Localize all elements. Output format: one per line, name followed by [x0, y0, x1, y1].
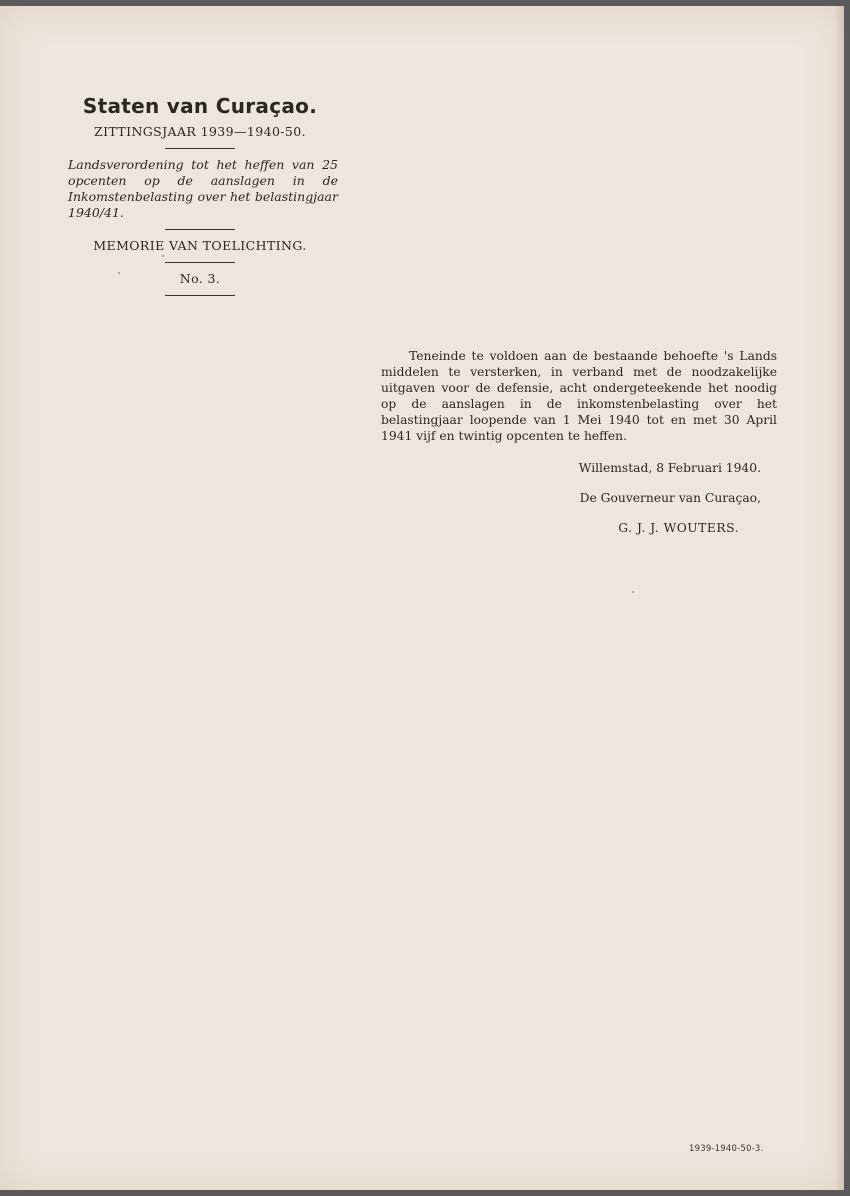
paper-speck	[118, 272, 120, 274]
signer-name: G. J. J. WOUTERS.	[618, 521, 739, 535]
document-number: No. 3.	[179, 271, 221, 286]
paper-speck	[162, 255, 164, 257]
header-divider-2	[165, 229, 235, 230]
explanation-paragraph: Teneinde te voldoen aan de bestaande behoefte 's Lands middelen te versterken, in verband met de noodzakelijke uitgaven voor de defensie, acht ondergeteekende het noodig op de aanslagen in de inkomstenbelasting over het belastingjaar loopende van 1 Mei 1940 tot en met 30 April 1941 vijf en twintig opcenten te heffen.	[381, 349, 777, 443]
place-date: Willemstad, 8 Februari 1940.	[578, 461, 761, 475]
paper-speck	[632, 591, 634, 593]
document-title: Staten van Curaçao.	[82, 94, 318, 118]
document-header	[60, 94, 340, 304]
page-edge-shadow	[834, 6, 844, 1190]
session-year: ZITTINGSJAAR 1939—1940-50.	[93, 124, 307, 139]
document-page	[0, 6, 844, 1190]
ordinance-subject: Landsverordening tot het heffen van 25 opcenten op de aanslagen in de Inkomstenbelasting over het belastingjaar 1940/41.	[68, 157, 338, 220]
header-divider-1	[165, 148, 235, 149]
footer-document-code: 1939-1940-50-3.	[689, 1144, 764, 1154]
header-divider-3	[165, 262, 235, 263]
signer-title: De Gouverneur van Curaçao,	[579, 491, 761, 505]
header-divider-4	[165, 295, 235, 296]
memo-title: MEMORIE VAN TOELICHTING.	[93, 238, 307, 253]
memo-body	[381, 348, 777, 536]
